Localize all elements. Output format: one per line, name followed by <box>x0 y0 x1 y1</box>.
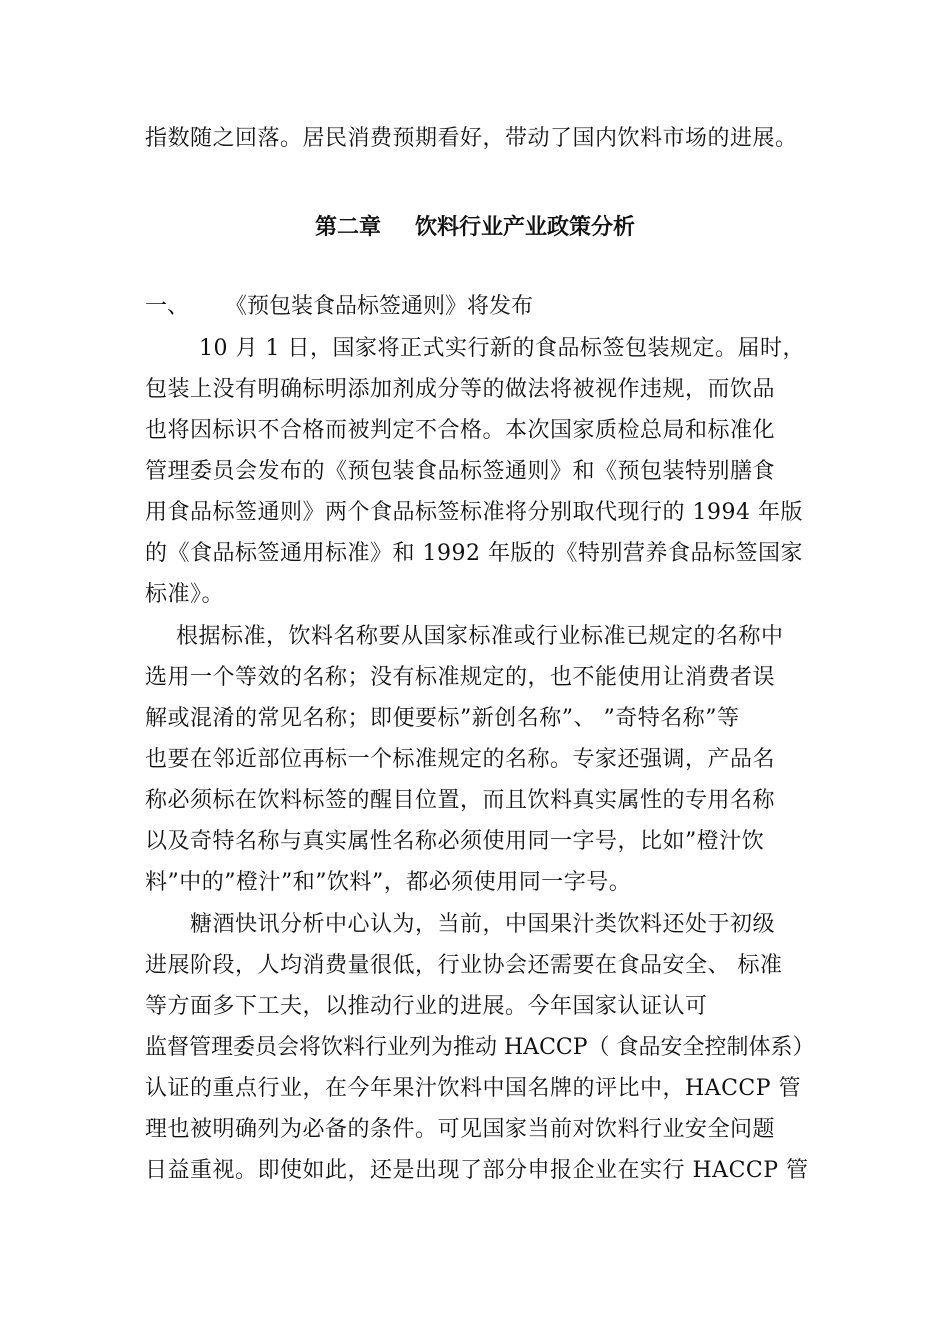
chapter-number: 第二章 <box>314 214 381 240</box>
paragraph-line: 料”中的”橙汁”和”饮料”，都必须使用同一字号。 <box>145 870 632 895</box>
section-heading <box>145 292 533 322</box>
paragraph-line: 糖酒快讯分析中心认为，当前，中国果汁类饮料还处于初级 <box>190 912 776 937</box>
paragraph-line: 的《食品标签通用标准》和 1992 年版的《特别营养食品标签国家 <box>145 541 803 566</box>
paragraph-line: 等方面多下工夫，以推动行业的进展。今年国家认证认可 <box>145 994 708 1019</box>
paragraph-line: 用食品标签通则》两个食品标签标准将分别取代现行的 1994 年版 <box>145 500 803 525</box>
paragraph-line: 也将因标识不合格而被判定不合格。本次国家质检总局和标准化 <box>145 418 776 443</box>
paragraph-line: 管理委员会发布的《预包装食品标签通则》和《预包装特别膳食 <box>145 459 776 484</box>
paragraph-line: 选用一个等效的名称；没有标准规定的，也不能使用让消费者误 <box>145 665 776 690</box>
paragraph-line: 也要在邻近部位再标一个标准规定的名称。专家还强调，产品名 <box>145 747 776 772</box>
paragraph-line: 进展阶段，人均消费量很低，行业协会还需要在食品安全、 标准 <box>145 953 783 978</box>
paragraph-line: 日益重视。即使如此，还是出现了部分申报企业在实行 HACCP 管 <box>145 1158 809 1183</box>
section-title: 《预包装食品标签通则》将发布 <box>225 294 534 319</box>
paragraph-line: 标准》。 <box>145 582 225 607</box>
paragraph-line: 根据标准，饮料名称要从国家标准或行业标准已规定的名称中 <box>176 624 784 649</box>
paragraph-line: 称必须标在饮料标签的醒目位置，而且饮料真实属性的专用名称 <box>145 788 776 813</box>
paragraph-line: 解或混淆的常见名称；即便要标”新创名称”、 ”奇特名称”等 <box>145 706 740 731</box>
paragraph-line: 理也被明确列为必备的条件。可见国家当前对饮料行业安全问题 <box>145 1117 776 1142</box>
lead-line: 指数随之回落。居民消费预期看好，带动了国内饮料市场的进展。 <box>145 126 798 151</box>
section-number: 一、 <box>145 294 190 319</box>
paragraph-line: 认证的重点行业，在今年果汁饮料中国名牌的评比中，HACCP 管 <box>145 1076 802 1101</box>
chapter-heading <box>0 212 950 242</box>
paragraph-line: 监督管理委员会将饮料行业列为推动 HACCP（ 食品安全控制体系） <box>145 1035 815 1060</box>
paragraph-line: 10 月 1 日，国家将正式实行新的食品标签包装规定。届时， <box>199 336 805 361</box>
chapter-title: 饮料行业产业政策分析 <box>415 214 636 240</box>
paragraph-line: 以及奇特名称与真实属性名称必须使用同一字号，比如”橙汁饮 <box>145 829 765 854</box>
paragraph-line: 包装上没有明确标明添加剂成分等的做法将被视作违规，而饮品 <box>145 377 776 402</box>
